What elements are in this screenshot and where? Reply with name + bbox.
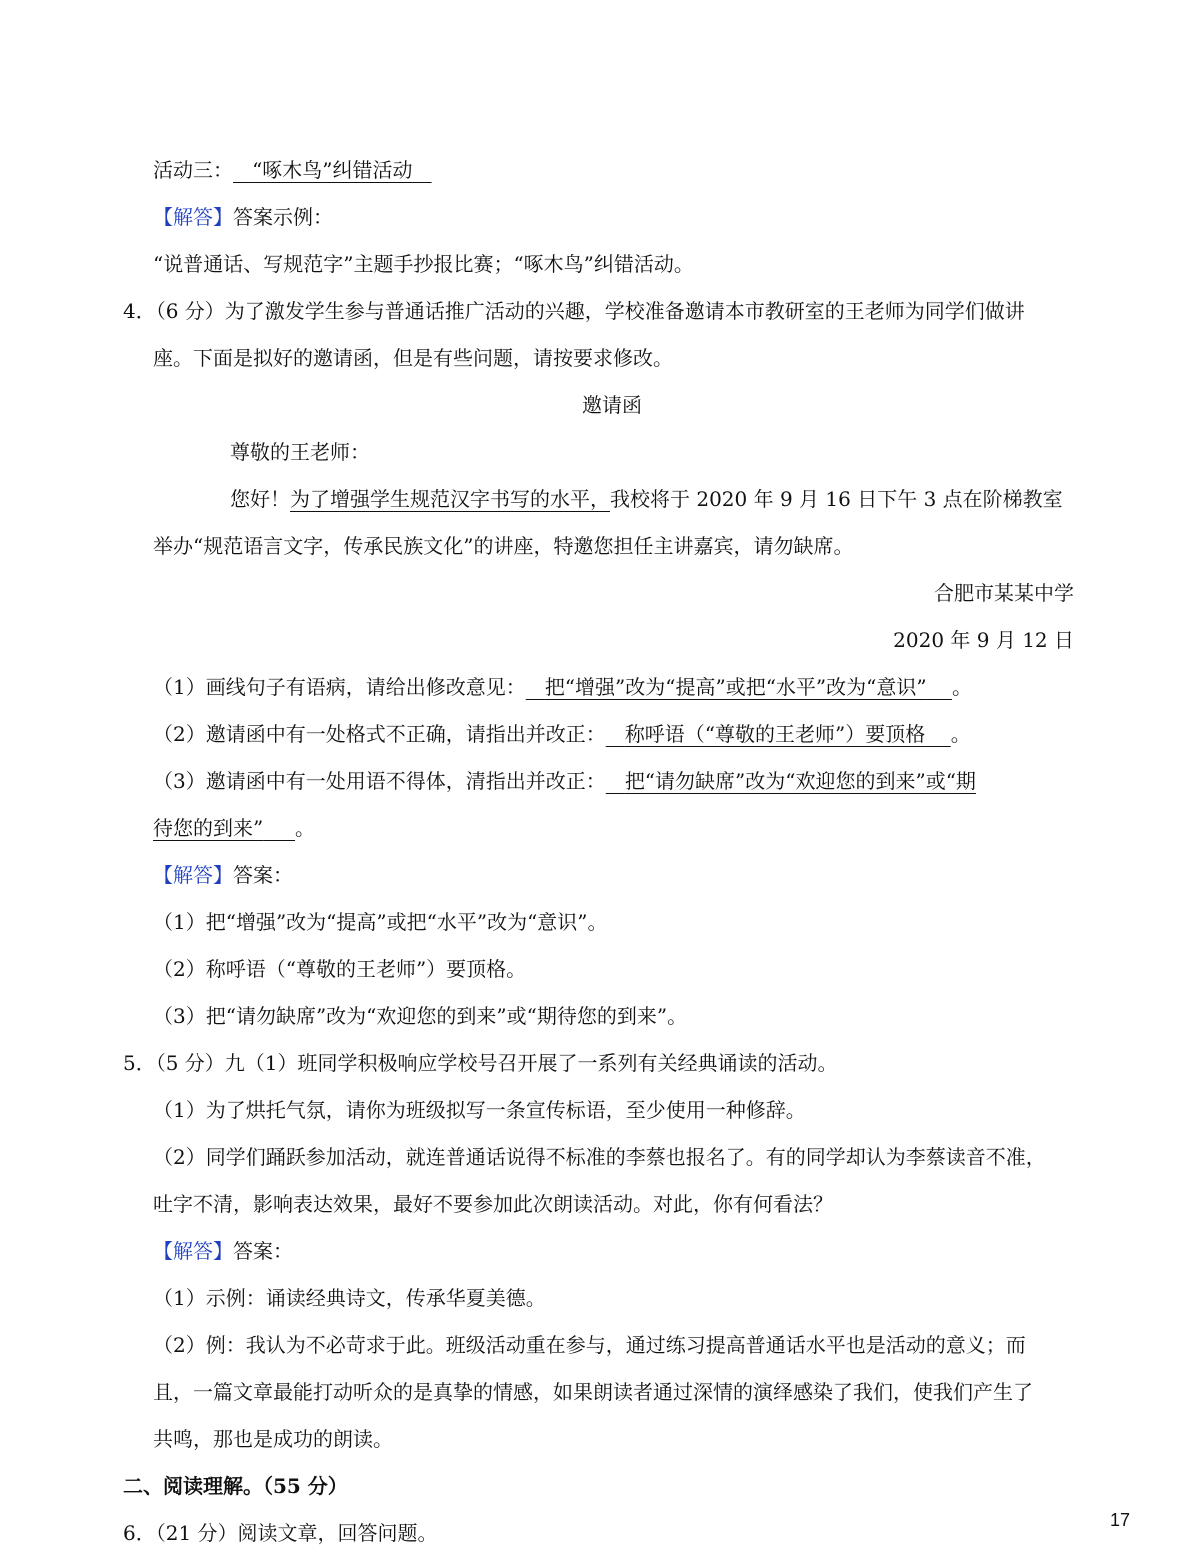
q4-sub1 — [153, 673, 972, 701]
q4-sub2-answer: 称呼语（“尊敬的王老师”）要顶格 — [624, 722, 926, 746]
answer-label: 答案： — [233, 863, 293, 887]
q4-sub3-answer-2: 待您的到来” — [153, 816, 264, 840]
q5-sub1: （1）为了烘托气氛，请你为班级拟写一条宣传标语，至少使用一种修辞。 — [153, 1098, 806, 1122]
answer-label: 答案示例： — [233, 205, 333, 229]
activity3-answer: “啄木鸟”纠错活动 — [252, 158, 413, 182]
letter-title: 邀请函 — [582, 393, 642, 417]
q5-stem: 5．（5 分）九（1）班同学积极响应学校号召开展了一系列有关经典诵读的活动。 — [123, 1051, 838, 1075]
letter-underlined-sentence: 为了增强学生规范汉字书写的水平， — [290, 487, 610, 511]
q5-answer-2-1: （2）例：我认为不必苛求于此。班级活动重在参与，通过练习提高普通话水平也是活动的意义；而 — [153, 1333, 1026, 1357]
letter-body-greeting: 您好！ — [230, 487, 290, 511]
q5-answer-2-3: 共鸣，那也是成功的朗读。 — [153, 1427, 393, 1451]
q5-answer-1: （1）示例：诵读经典诗文，传承华夏美德。 — [153, 1286, 546, 1310]
q4-sub2-end: 。 — [950, 722, 971, 746]
section-heading: 二、阅读理解。（55 分） — [123, 1474, 348, 1498]
q4-answer-3: （3）把“请勿缺席”改为“欢迎您的到来”或“期待您的到来”。 — [153, 1004, 688, 1028]
q4-answer-1: （1）把“增强”改为“提高”或把“水平”改为“意识”。 — [153, 910, 608, 934]
answer-tag: 【解答】 — [153, 863, 233, 887]
q4-sub3-end: 。 — [295, 816, 316, 840]
q4-sub1-answer: 把“增强”改为“提高”或把“水平”改为“意识” — [544, 675, 927, 699]
letter-body-1 — [230, 485, 1063, 513]
q4-answer-heading — [153, 861, 293, 889]
q4-sub2-question: （2）邀请函中有一处格式不正确，请指出并改正： — [153, 722, 606, 746]
letter-body-2: 举办“规范语言文字，传承民族文化”的讲座，特邀您担任主讲嘉宾，请勿缺席。 — [153, 534, 854, 558]
letter-date: 2020 年 9 月 12 日 — [893, 628, 1074, 652]
q4-sub3 — [153, 767, 976, 795]
q4-stem-2: 座。下面是拟好的邀请函，但是有些问题，请按要求修改。 — [153, 346, 673, 370]
q4-answer-2: （2）称呼语（“尊敬的王老师”）要顶格。 — [153, 957, 527, 981]
q4-sub3-answer-1: 把“请勿缺席”改为“欢迎您的到来”或“期 — [624, 769, 976, 793]
q4-sub1-question: （1）画线句子有语病，请给出修改意见： — [153, 675, 526, 699]
q5-answer-heading — [153, 1237, 293, 1265]
activity3-line — [153, 156, 432, 184]
letter-signature: 合肥市某某中学 — [934, 581, 1074, 605]
q4-sub1-end: 。 — [952, 675, 973, 699]
q5-answer-2-2: 且，一篇文章最能打动听众的是真挚的情感，如果朗读者通过深情的演绎感染了我们，使我们产生了 — [153, 1380, 1033, 1404]
q4-sub3-question: （3）邀请函中有一处用语不得体，清指出并改正： — [153, 769, 606, 793]
letter-body-rest: 我校将于 2020 年 9 月 16 日下午 3 点在阶梯教室 — [610, 487, 1063, 511]
q4-sub3-cont — [153, 814, 315, 842]
q6-stem: 6．（21 分）阅读文章，回答问题。 — [123, 1521, 438, 1545]
q4-stem-1: 4．（6 分）为了激发学生参与普通话推广活动的兴趣，学校准备邀请本市教研室的王老师为同学们做讲 — [123, 299, 1025, 323]
answer-tag: 【解答】 — [153, 1239, 233, 1263]
page-number: 17 — [1109, 1510, 1130, 1530]
q5-sub2-2: 吐字不清，影响表达效果，最好不要参加此次朗读活动。对此，你有何看法？ — [153, 1192, 833, 1216]
q5-sub2-1: （2）同学们踊跃参加活动，就连普通话说得不标准的李蔡也报名了。有的同学却认为李蔡读音不准， — [153, 1145, 1046, 1169]
activity3-label: 活动三： — [153, 158, 233, 182]
answer-label: 答案： — [233, 1239, 293, 1263]
answer-heading — [153, 203, 333, 231]
answer-tag: 【解答】 — [153, 205, 233, 229]
letter-greeting: 尊敬的王老师： — [230, 440, 370, 464]
answer-content: “说普通话、写规范字”主题手抄报比赛；“啄木鸟”纠错活动。 — [153, 252, 694, 276]
q4-sub2 — [153, 720, 971, 748]
